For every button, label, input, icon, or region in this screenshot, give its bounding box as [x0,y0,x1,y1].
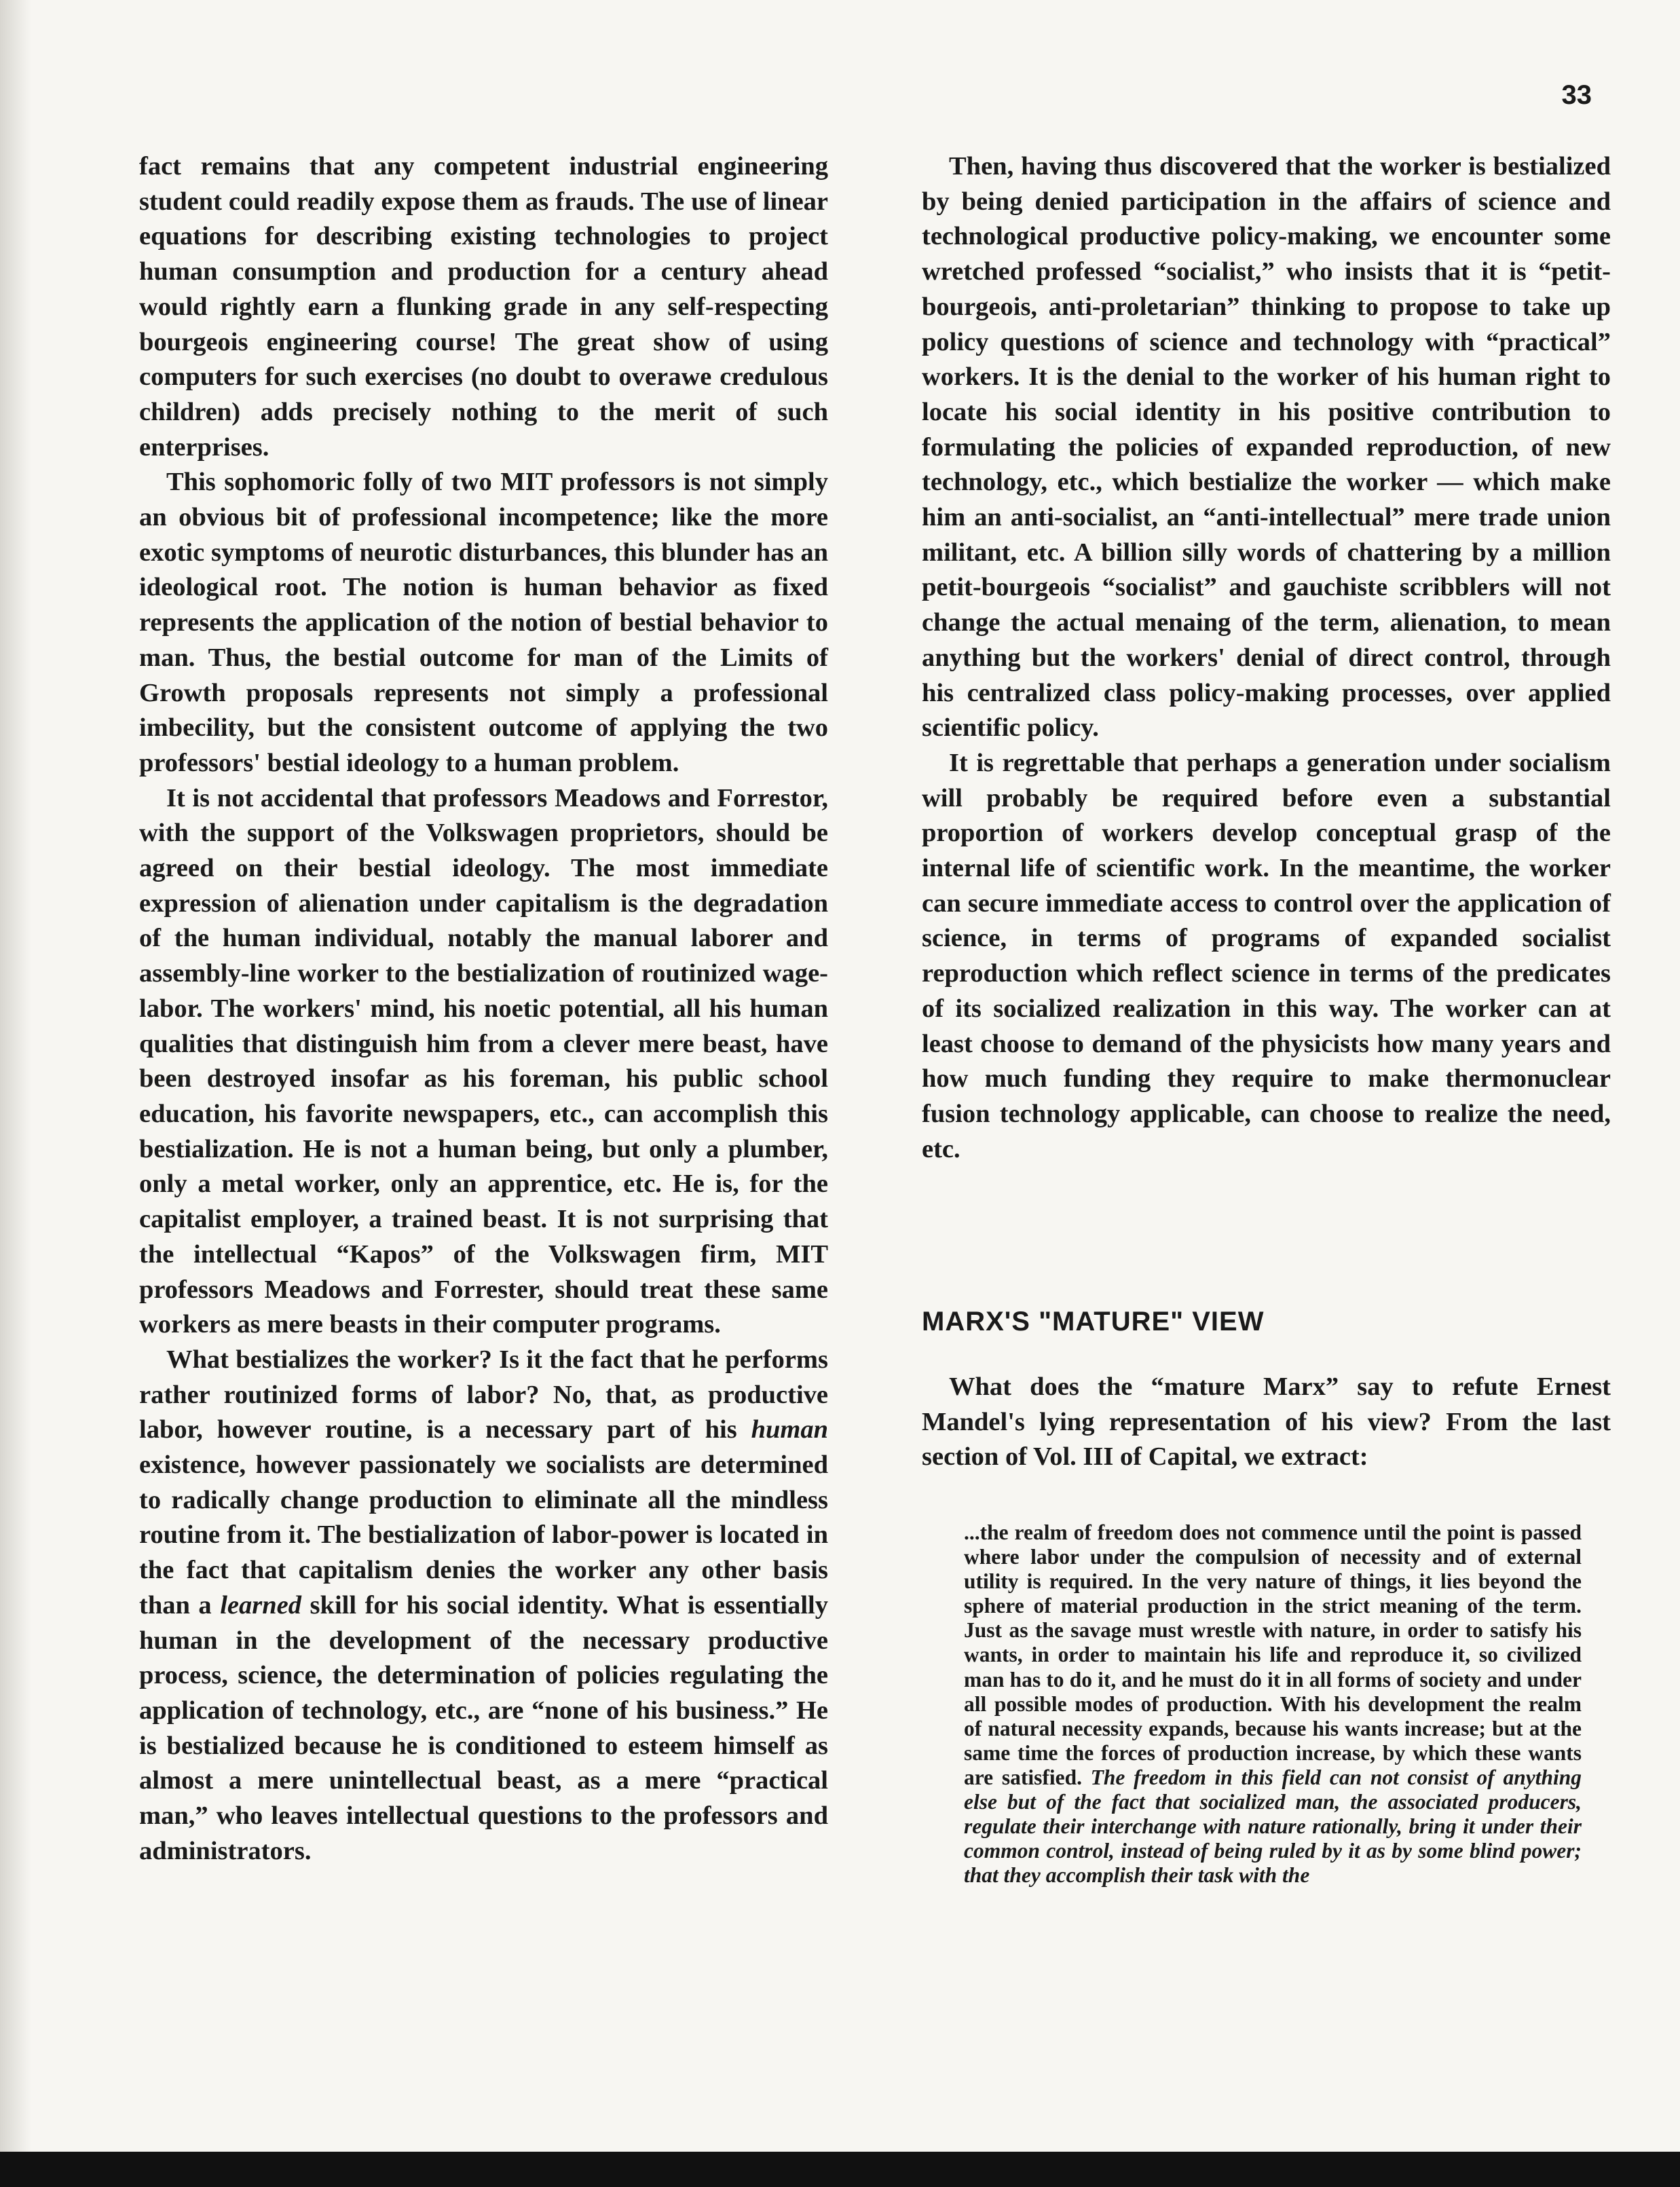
paragraph [139,1343,828,1869]
text-run: existence, however passionately we socialists are determined to radically change production to eliminate all the mindless routine from it. The bestialization of labor-power is located in the fact that capitalism denies the worker any other basis than a [139,1451,828,1620]
text-run: What bestializes the worker? Is it the fact that he performs rather routinized forms of labor? No, that, as productive labor, however routine, is a necessary part of his [139,1345,828,1444]
emphasis-text: learned [220,1590,302,1620]
quote-emphasis: The freedom in this field can not consist of anything else but of the fact that socialized man, the associated producers, regulate their interchange with nature rationally, bring it under their common control, instead of being ruled by it as by some blind power; that they accomplish their task with the [964,1765,1582,1888]
paragraph: It is regrettable that perhaps a generation under socialism will probably be required before even a substantial proportion of workers develop conceptual grasp of the internal life of scientific work. In the meantime, the worker can secure immediate access to control over the application of science, in terms of programs of expanded socialist reproduction which reflect science in terms of the predicates of its socialized realization in this way. The worker can at least choose to demand of the physicists how many years and how much funding they require to make thermonuclear fusion technology applicable, can choose to realize the need, etc. [922,748,1611,1163]
text-run: skill for his social identity. What is essentially human in the development of the necessary productive process, science, the determination of policies regulating the application of technology, etc., are “none of his business.” He is bestialized because he is conditioned to esteem himself as almost a mere unintellectual beast, as a mere “practical man,” who leaves intellectual questions to the professors and administrators. [139,1590,828,1865]
emphasis-text: human [751,1415,828,1444]
paragraph: What does the “mature Marx” say to refute Ernest Mandel's lying representation of his view? From the last section of Vol. III of Capital, we extract: [922,1372,1611,1472]
page-bottom-edge [0,2152,1680,2187]
quote-text: ...the realm of freedom does not commence until the point is passed where labor under the compulsion of necessity and of external utility is required. In the very nature of things, it lies beyond the sphere of material production in the strict meaning of the term. Just as the savage must wrestle with nature, in order to satisfy his wants, in order to maintain his life and reproduce it, so civilized man has to do it, and he must do it in all forms of society and under all possible modes of production. With his development the realm of natural necessity expands, because his wants increase; but at the same time the forces of production increase, by which these wants are satisfied. [964,1520,1582,1789]
paragraph: Then, having thus discovered that the worker is bestialized by being denied participation in the affairs of science and technological productive policy-making, we encounter some wretched professed “socialist,” who insists that it is “petit-bourgeois, anti-proletarian” thinking to propose to take up policy questions of science and technology with “practical” workers. It is the denial to the worker of his human right to locate his social identity in his positive contribution to formulating the policies of expanded reproduction, of new technology, etc., which bestialize the worker — which make him an anti-socialist, an “anti-intellectual” mere trade union militant, etc. A billion silly words of chattering by a million petit-bourgeois “socialist” and gauchiste scribblers will not change the actual menaing of the term, alienation, to mean anything but the workers' denial of direct control, through his centralized class policy-making processes, over applied scientific policy. [922,152,1611,743]
paragraph: It is not accidental that professors Meadows and Forrestor, with the support of the Volkswagen proprietors, should be agreed on their bestial ideology. The most immediate expression of alienation under capitalism is the degradation of the human individual, notably the manual laborer and assembly-line worker to the bestialization of routinized wage-labor. The workers' mind, his noetic potential, all his human qualities that distinguish him from a clever mere beast, have been destroyed insofar as his foreman, his public school education, his favorite newspapers, etc., can accomplish this bestialization. He is not a human being, but only a plumber, only a metal worker, only an apprentice, etc. He is, for the capitalist employer, a trained beast. It is not surprising that the intellectual “Kapos” of the Volkswagen firm, MIT professors Meadows and Forrester, should treat these same workers as mere beasts in their computer programs. [139,783,828,1339]
page-binding-shadow [0,0,31,2187]
page-number: 33 [1561,80,1592,110]
section-heading: MARX'S "MATURE" VIEW [922,1307,1265,1336]
left-column [139,149,828,1869]
block-quote [964,1520,1582,1888]
right-column [922,149,1611,1167]
paragraph: fact remains that any competent industrial engineering student could readily expose them as frauds. The use of linear equations for describing existing technologies to project human consumption and production for a century ahead would rightly earn a flunking grade in any self-respecting bourgeois engineering course! The great show of using computers for such exercises (no doubt to overawe credulous children) adds precisely nothing to the merit of such enterprises. [139,152,828,462]
paragraph: This sophomoric folly of two MIT professors is not simply an obvious bit of professional incompetence; like the more exotic symptoms of neurotic disturbances, this blunder has an ideological root. The notion is human behavior as fixed represents the application of the notion of bestial behavior to man. Thus, the bestial outcome for man of the Limits of Growth proposals represents not simply a professional imbecility, but the consistent outcome of applying the two professors' bestial ideology to a human problem. [139,468,828,777]
